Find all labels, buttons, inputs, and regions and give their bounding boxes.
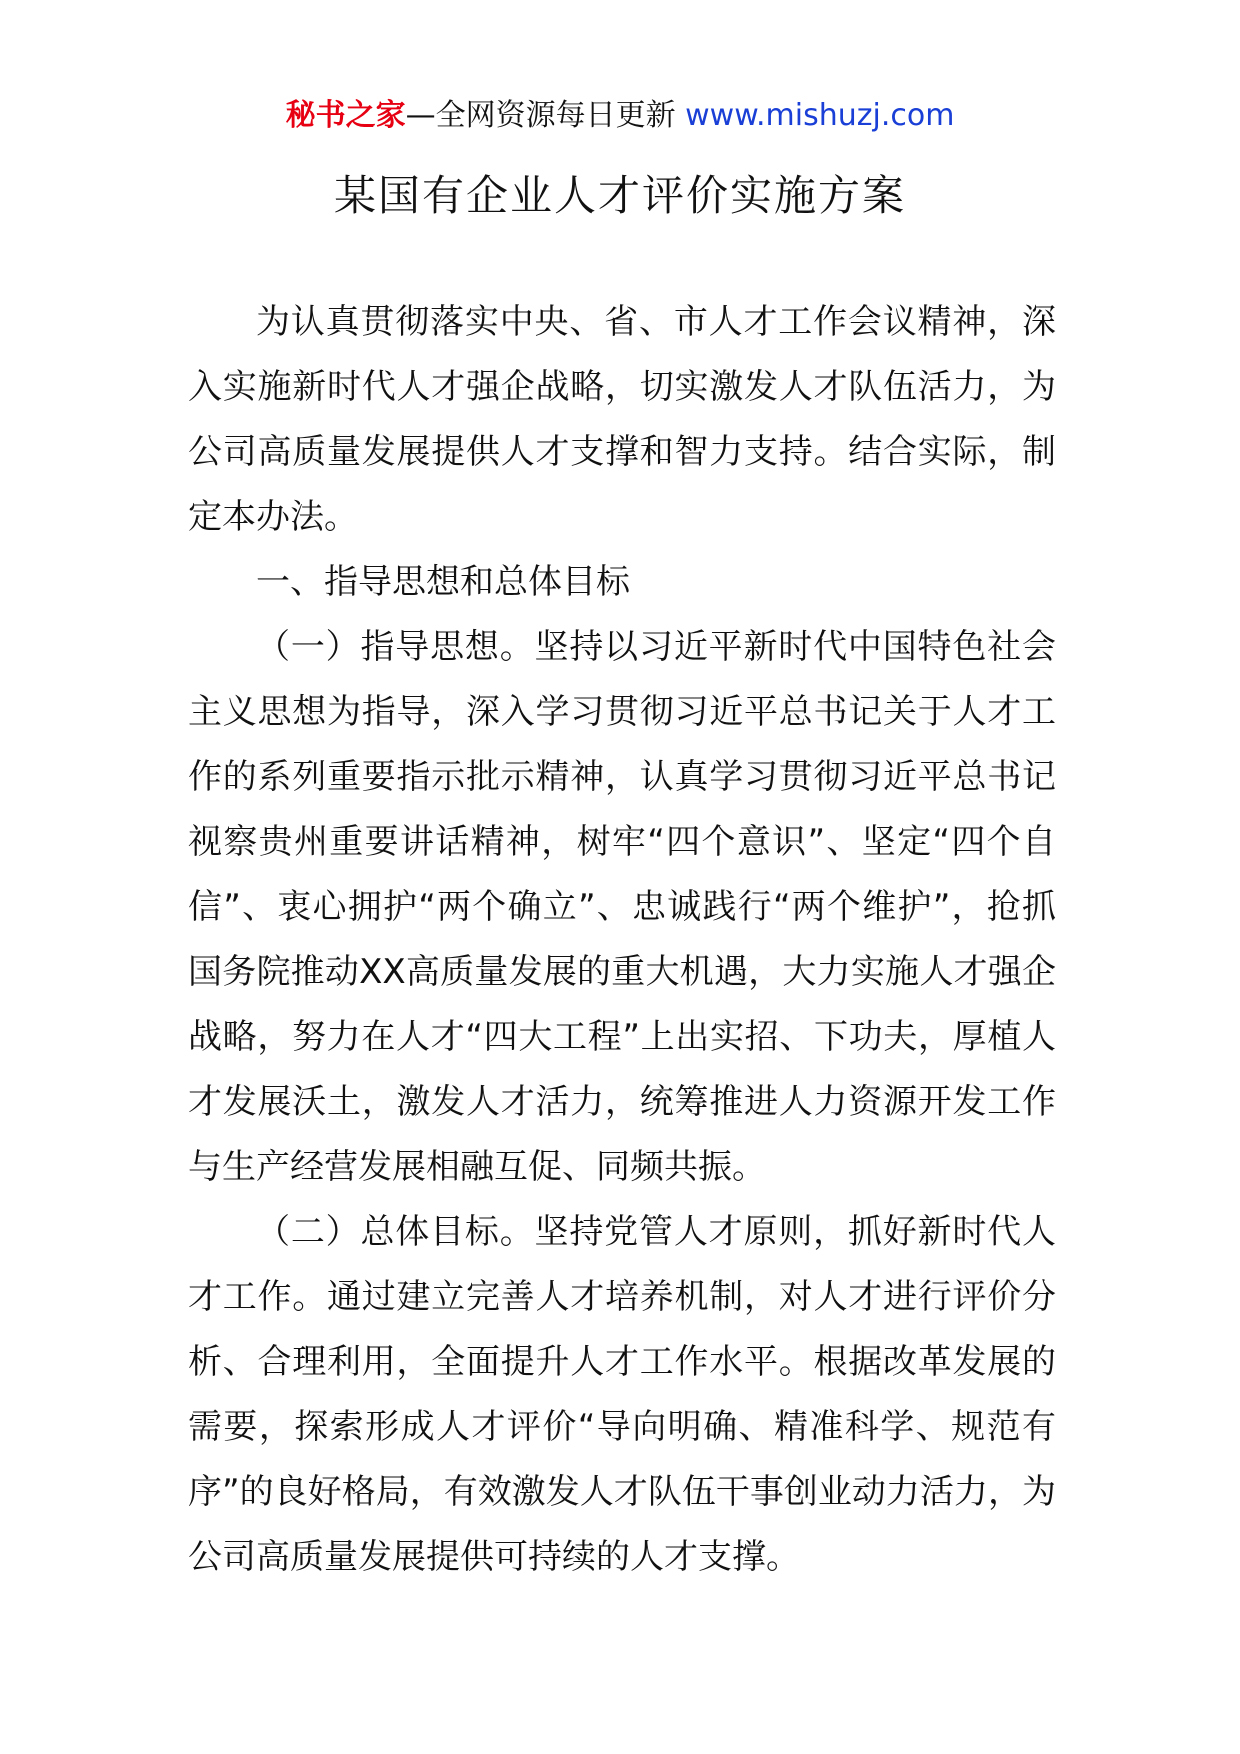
document-title: 某国有企业人才评价实施方案 xyxy=(333,171,906,220)
section-heading: 一、指导思想和总体目标 xyxy=(256,562,630,602)
site-header xyxy=(0,96,1240,136)
overall-goal-paragraph: （二）总体目标。坚持党管人才原则，抓好新时代人才工作。通过建立完善人才培养机制，对人才进行评价分析、合理利用，全面提升人才工作水平。根据改革发展的需要，探索形成人才评价“导向明确、精准科学、规范有序”的良好格局，有效激发人才队伍干事创业动力活力，为公司高质量发展提供可持续的人才支撑。 xyxy=(188,1212,1056,1577)
intro-paragraph: 为认真贯彻落实中央、省、市人才工作会议精神，深入实施新时代人才强企战略，切实激发人才队伍活力，为公司高质量发展提供人才支撑和智力支持。结合实际，制定本办法。 xyxy=(188,302,1056,537)
site-brand: 秘书之家 xyxy=(285,98,406,133)
guiding-ideology-paragraph: （一）指导思想。坚持以习近平新时代中国特色社会主义思想为指导，深入学习贯彻习近平总书记关于人才工作的系列重要指示批示精神，认真学习贯彻习近平总书记视察贵州重要讲话精神，树牢“四个意识”、坚定“四个自信”、衷心拥护“两个确立”、忠诚践行“两个维护”，抢抓国务院推动XX高质量发展的重大机遇，大力实施人才强企战略，努力在人才“四大工程”上出实招、下功夫，厚植人才发展沃土，激发人才活力，统筹推进人力资源开发工作与生产经营发展相融互促、同频共振。 xyxy=(188,627,1056,1187)
site-slogan: —全网资源每日更新 xyxy=(405,98,686,133)
document-body xyxy=(188,290,1056,1590)
site-url-link[interactable]: www.mishuzj.com xyxy=(685,98,955,133)
